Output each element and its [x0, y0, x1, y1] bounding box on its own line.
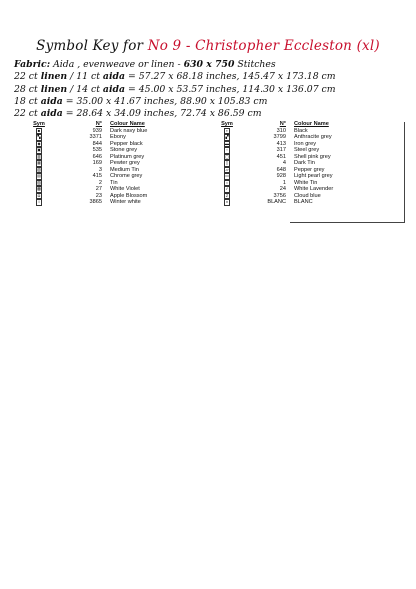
- colour-number: 1: [282, 179, 286, 186]
- colour-number: 4: [282, 160, 286, 166]
- colour-name: Pewter grey: [110, 160, 140, 166]
- colour-name: White Lavender: [294, 186, 334, 192]
- title-prefix: Symbol Key for: [36, 38, 148, 54]
- count-line: 18 ct aida = 35.00 x 41.67 inches, 88.90 x 105.83 cm: [14, 95, 268, 107]
- fabric-info: [14, 59, 409, 120]
- symbol-glyph: ▨: [37, 179, 41, 185]
- colour-name: BLANC: [294, 199, 313, 205]
- page-title: [0, 38, 416, 54]
- colour-name: Winter white: [110, 199, 141, 205]
- colour-number: 3865: [89, 199, 102, 205]
- fabric-size: 630 x 750: [183, 59, 235, 70]
- symbol-glyph: Z: [224, 193, 231, 200]
- colour-name: Anthracite grey: [294, 134, 332, 140]
- colour-name: Platinum grey: [110, 153, 145, 160]
- colour-name: Ebony: [110, 134, 126, 140]
- symbol-glyph: ◆: [37, 140, 41, 146]
- colour-name: Dark Tin: [294, 160, 315, 166]
- colour-number: 3: [98, 166, 102, 173]
- colour-number: 169: [92, 160, 102, 166]
- count-line: 22 ct aida = 28.64 x 34.09 inches, 72.74 x 86.59 cm: [14, 108, 262, 120]
- colour-name: Black: [294, 127, 308, 134]
- name-header: Colour Name: [110, 121, 145, 127]
- sym-header: Sym: [33, 121, 45, 127]
- count-line: 28 ct linen / 14 ct aida = 45.00 x 53.57 inches, 114.30 x 136.07 cm: [14, 83, 336, 95]
- colour-number: 928: [276, 173, 286, 179]
- colour-number: 2: [98, 179, 102, 186]
- colour-number: 939: [92, 127, 102, 134]
- colour-number: 646: [92, 153, 102, 160]
- name-header: Colour Name: [294, 121, 329, 127]
- symbol-glyph: ▞: [225, 134, 229, 139]
- symbol-glyph: ▤: [37, 173, 41, 178]
- colour-name: Pepper grey: [294, 166, 325, 173]
- symbol-glyph: ◘: [36, 193, 43, 200]
- symbol-table-left: [26, 121, 194, 206]
- colour-name: Dark navy blue: [110, 127, 148, 134]
- symbol-glyph: ▦: [37, 160, 41, 165]
- symbol-glyph: ▚: [37, 134, 41, 139]
- colour-number: 3371: [89, 134, 102, 140]
- num-header: N°: [95, 121, 102, 127]
- colour-name: Shell pink grey: [294, 153, 331, 160]
- colour-name: Medium Tin: [110, 166, 139, 173]
- fabric-text: Aida , evenweave or linen -: [50, 59, 184, 70]
- symbol-glyph: ▩: [37, 186, 41, 191]
- colour-number: 23: [95, 192, 102, 199]
- symbol-glyph: ▣: [37, 147, 41, 152]
- colour-number: 535: [92, 147, 102, 153]
- colour-number: 3799: [273, 134, 286, 140]
- colour-number: 27: [95, 186, 102, 192]
- colour-number: BLANC: [267, 199, 286, 205]
- colour-name: Iron grey: [294, 140, 317, 147]
- symbol-icon: [214, 199, 240, 206]
- colour-number: 451: [276, 153, 286, 160]
- symbol-glyph: ✓: [225, 186, 229, 191]
- symbol-glyph: ▥: [37, 153, 41, 159]
- colour-name: Stone grey: [110, 147, 138, 153]
- symbol-table-right: [214, 121, 404, 206]
- colour-name: Chrome grey: [110, 173, 143, 179]
- colour-name: Steel grey: [294, 147, 320, 153]
- symbol-glyph: ■: [36, 128, 43, 135]
- colour-number: 415: [92, 173, 102, 179]
- symbol-glyph: ǀ: [36, 199, 43, 206]
- symbol-glyph: ▫: [224, 147, 231, 154]
- count-line: 22 ct linen / 11 ct aida = 57.27 x 68.18 inches, 145.47 x 173.18 cm: [14, 71, 336, 83]
- symbol-glyph: ▬: [225, 140, 229, 146]
- colour-name: Light pearl grey: [294, 173, 333, 179]
- symbol-icon: [26, 199, 52, 206]
- title-pattern-name: No 9 - Christopher Eccleston (xl): [147, 38, 380, 54]
- symbol-glyph: ▭: [225, 173, 229, 178]
- sym-header: Sym: [221, 121, 233, 127]
- fabric-suffix: Stitches: [234, 59, 276, 70]
- fabric-label: Fabric:: [14, 59, 51, 70]
- colour-name: Tin: [110, 179, 118, 186]
- colour-number: 310: [276, 127, 286, 134]
- symbol-glyph: ▯: [224, 160, 231, 167]
- symbol-glyph: ▪: [224, 128, 231, 135]
- colour-name: White Violet: [110, 186, 140, 192]
- table-row: [26, 199, 194, 206]
- colour-number: 24: [279, 186, 286, 192]
- colour-name: Apple Blossom: [110, 192, 148, 199]
- colour-number: 844: [92, 140, 102, 147]
- num-header: N°: [279, 121, 286, 127]
- colour-name: White Tin: [294, 179, 318, 186]
- colour-number: 317: [276, 147, 286, 153]
- colour-number: 413: [276, 140, 286, 147]
- symbol-glyph: ▢: [225, 153, 229, 159]
- colour-number: 3756: [273, 192, 286, 199]
- colour-name: Pepper black: [110, 140, 143, 147]
- fabric-line: [14, 59, 409, 71]
- colour-number: 648: [276, 166, 286, 173]
- symbol-glyph: ▧: [37, 166, 41, 172]
- symbol-glyph: v: [224, 199, 231, 206]
- table-row: [214, 199, 404, 206]
- symbol-glyph: ▱: [225, 166, 229, 172]
- symbol-glyph: ○: [224, 180, 231, 187]
- colour-name: Cloud blue: [294, 192, 321, 199]
